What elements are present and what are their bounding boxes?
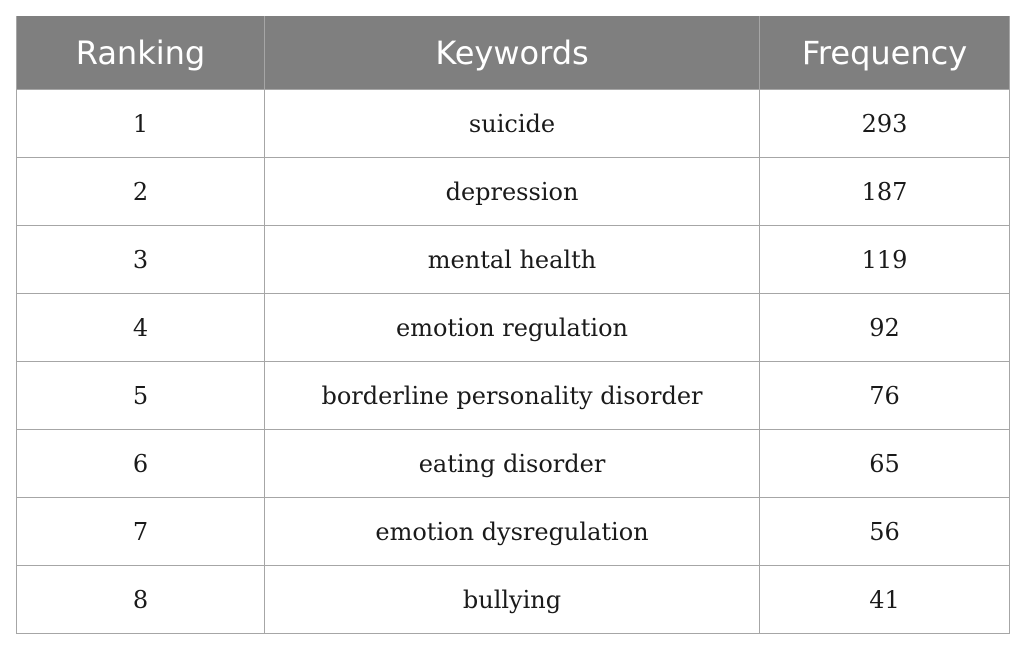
cell-keyword: bullying [265, 566, 760, 634]
table-row [17, 294, 1010, 362]
header-row [17, 16, 1010, 90]
table-row [17, 158, 1010, 226]
cell-frequency: 293 [760, 90, 1010, 158]
table-row [17, 90, 1010, 158]
cell-ranking: 2 [17, 158, 265, 226]
cell-frequency: 119 [760, 226, 1010, 294]
cell-keyword: emotion regulation [265, 294, 760, 362]
table-row [17, 566, 1010, 634]
cell-keyword: depression [265, 158, 760, 226]
cell-keyword: suicide [265, 90, 760, 158]
keyword-frequency-table-container [16, 16, 1009, 634]
cell-frequency: 187 [760, 158, 1010, 226]
cell-keyword: mental health [265, 226, 760, 294]
header-frequency: Frequency [760, 16, 1010, 90]
cell-frequency: 41 [760, 566, 1010, 634]
cell-ranking: 4 [17, 294, 265, 362]
cell-keyword: emotion dysregulation [265, 498, 760, 566]
table-row [17, 498, 1010, 566]
cell-keyword: eating disorder [265, 430, 760, 498]
cell-frequency: 56 [760, 498, 1010, 566]
cell-frequency: 92 [760, 294, 1010, 362]
header-keywords: Keywords [265, 16, 760, 90]
table-body [17, 90, 1010, 634]
keyword-frequency-table [16, 16, 1010, 634]
table-row [17, 362, 1010, 430]
cell-frequency: 65 [760, 430, 1010, 498]
cell-keyword: borderline personality disorder [265, 362, 760, 430]
cell-ranking: 8 [17, 566, 265, 634]
table-header [17, 16, 1010, 90]
table-row [17, 430, 1010, 498]
cell-ranking: 3 [17, 226, 265, 294]
cell-ranking: 7 [17, 498, 265, 566]
header-ranking: Ranking [17, 16, 265, 90]
cell-ranking: 6 [17, 430, 265, 498]
cell-ranking: 5 [17, 362, 265, 430]
table-row [17, 226, 1010, 294]
cell-ranking: 1 [17, 90, 265, 158]
cell-frequency: 76 [760, 362, 1010, 430]
